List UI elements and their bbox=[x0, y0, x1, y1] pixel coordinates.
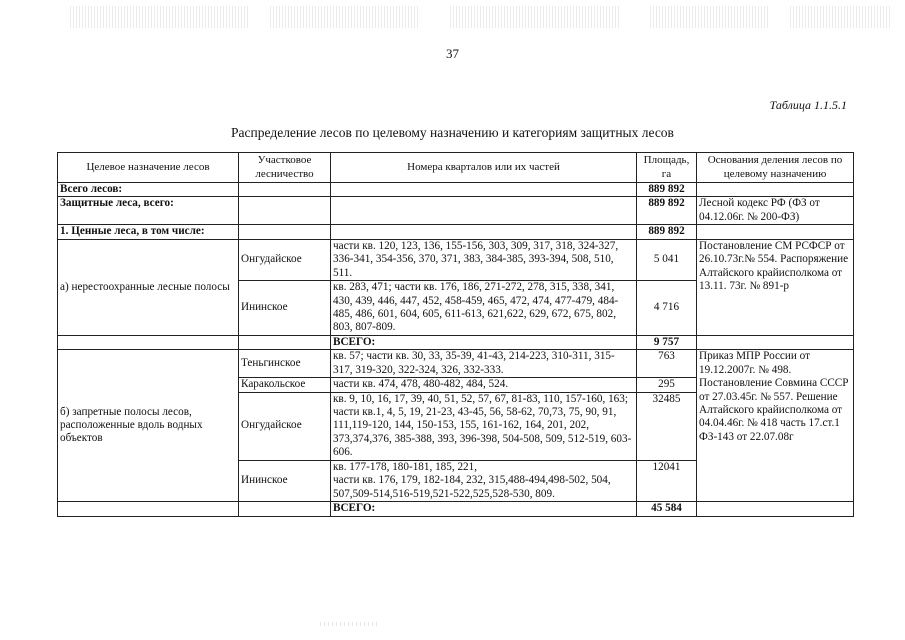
row-protective-label: Защитные леса, всего: bbox=[58, 197, 239, 225]
row-b-inya-forestry: Ининское bbox=[239, 460, 331, 501]
row-b-inya-quarters bbox=[331, 460, 637, 501]
row-protective-basis: Лесной кодекс РФ (ФЗ от 04.12.06г. № 200-ФЗ) bbox=[697, 197, 854, 225]
row-protective-area: 889 892 bbox=[637, 197, 697, 225]
row-b-karakol-quarters: части кв. 474, 478, 480-482, 484, 524. bbox=[331, 378, 637, 392]
table-row bbox=[58, 183, 854, 197]
table-title: Распределение лесов по целевому назначению и категориям защитных лесов bbox=[231, 125, 674, 140]
row-valuable-label: 1. Ценные леса, в том числе: bbox=[58, 225, 239, 239]
page-number: 37 bbox=[446, 46, 459, 61]
row-b-tenga-area: 763 bbox=[637, 350, 697, 378]
row-b-ongudai-forestry: Онгудайское bbox=[239, 392, 331, 460]
row-a-ongudai-quarters: части кв. 120, 123, 136, 155-156, 303, 309, 317, 318, 324-327, 336-341, 354-356, 370, 371, 383, 384-385, 393-394, 508, 510, 511. bbox=[331, 239, 637, 280]
row-b-ongudai-area: 32485 bbox=[637, 392, 697, 460]
row-a-label: а) нерестоохранные лесные полосы bbox=[58, 239, 239, 335]
row-b-karakol-forestry: Каракольское bbox=[239, 378, 331, 392]
scan-noise-footer bbox=[320, 622, 380, 626]
row-a-total-area: 9 757 bbox=[637, 335, 697, 349]
row-b-tenga-quarters: кв. 57; части кв. 30, 33, 35-39, 41-43, 214-223, 310-311, 315-317, 319-320, 322-324, 326, 332-333. bbox=[331, 350, 637, 378]
scan-noise-header bbox=[70, 6, 890, 28]
row-a-ongudai-forestry: Онгудайское bbox=[239, 239, 331, 280]
row-all-forests-label: Всего лесов: bbox=[58, 183, 239, 197]
row-b-inya-area: 12041 bbox=[637, 460, 697, 501]
table-row bbox=[58, 350, 854, 378]
table-row bbox=[58, 502, 854, 516]
header-forestry: Участковое лесничество bbox=[239, 153, 331, 183]
table-header-row bbox=[58, 153, 854, 183]
row-b-ongudai-quarters bbox=[331, 392, 637, 460]
row-b-karakol-area: 295 bbox=[637, 378, 697, 392]
table-caption: Таблица 1.1.5.1 bbox=[769, 98, 847, 112]
header-purpose: Целевое назначение лесов bbox=[58, 153, 239, 183]
header-basis: Основания деления лесов по целевому назначению bbox=[697, 153, 854, 183]
row-b-tenga-forestry: Теньгинское bbox=[239, 350, 331, 378]
row-b-inya-quarters-2: части кв. 176, 179, 182-184, 232, 315,488-494,498-502, 504, 507,509-514,516-519,521-522,525,528-530, 809. bbox=[333, 474, 611, 500]
row-b-total-label: ВСЕГО: bbox=[331, 502, 637, 516]
row-b-total-area: 45 584 bbox=[637, 502, 697, 516]
row-a-inya-area: 4 716 bbox=[637, 281, 697, 336]
header-quarters: Номера кварталов или их частей bbox=[331, 153, 637, 183]
row-valuable-area: 889 892 bbox=[637, 225, 697, 239]
row-a-total-label: ВСЕГО: bbox=[331, 335, 637, 349]
row-b-ongudai-quarters-1: кв. 9, 10, 16, 17, 39, 40, 51, 52, 57, 67, 81-83, 110, 157-160, 163; bbox=[333, 392, 628, 405]
forest-distribution-table bbox=[57, 152, 854, 517]
row-a-inya-forestry: Ининское bbox=[239, 281, 331, 336]
header-area: Площадь, га bbox=[637, 153, 697, 183]
row-a-basis: Постановление СМ РСФСР от 26.10.73г.№ 554. Распоряжение Алтайского крайисполкома от 13.11. 73г. № 891-р bbox=[697, 239, 854, 335]
row-b-inya-quarters-1: кв. 177-178, 180-181, 185, 221, bbox=[333, 460, 478, 473]
table-row bbox=[58, 335, 854, 349]
row-a-ongudai-area: 5 041 bbox=[637, 239, 697, 280]
row-b-basis: Приказ МПР России от 19.12.2007г. № 498. Постановление Совмина СССР от 27.03.45г. № 557. Решение Алтайского крайисполкома от 04.04.46г. № 418 часть 17.ст.1 ФЗ-143 от 22.07.08г bbox=[697, 350, 854, 502]
row-b-ongudai-quarters-2: части кв.1, 4, 5, 19, 21-23, 43-45, 56, 58-62, 70,73, 75, 90, 91, 111,119-120, 144, 150-153, 155, 161-162, 164, 201, 202, 373,374,376, 385-388, 393, 396-398, 504-508, 509, 512-519, 603-606. bbox=[333, 406, 632, 459]
row-a-inya-quarters: кв. 283, 471; части кв. 176, 186, 271-272, 278, 315, 338, 341, 430, 439, 446, 447, 452, 458-459, 465, 472, 474, 477-479, 484-485, 486, 601, 604, 605, 611-613, 621,622, 629, 672, 675, 802, 803, 807-809. bbox=[331, 281, 637, 336]
table-row bbox=[58, 239, 854, 280]
table-row bbox=[58, 225, 854, 239]
row-b-label: б) запретные полосы лесов, расположенные вдоль водных объектов bbox=[58, 350, 239, 502]
row-all-forests-area: 889 892 bbox=[637, 183, 697, 197]
table-row bbox=[58, 197, 854, 225]
